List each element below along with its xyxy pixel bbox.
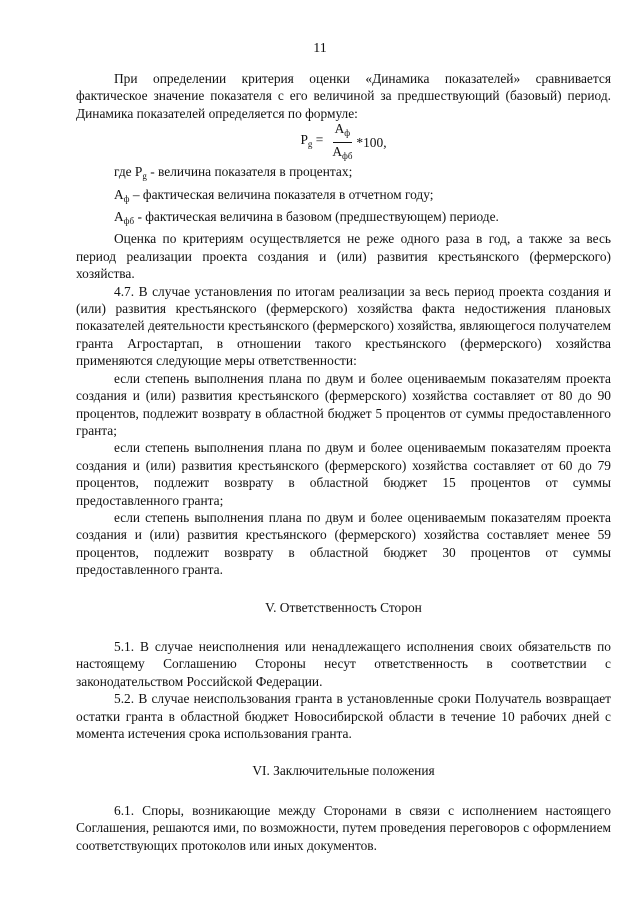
paragraph-dynamics-intro: При определении критерия оценки «Динамика показателей» сравнивается фактическое значение показателя с его величиной за предшествующий (базовый) период. Динамика показателей определяется по формуле: — [76, 71, 611, 121]
formula-numerator: $A_ф$ — [333, 121, 353, 143]
page-number: 11 — [313, 41, 327, 56]
formula-tail: *100, — [356, 134, 387, 150]
formula-lhs: $P_g$ = — [300, 132, 324, 150]
paragraph-4-7: 4.7. В случае установления по итогам реализации за весь период проекта создания и (или) развития крестьянского (фермерского) хозяйства факта недостижения плановых показателей деятельности крестьянского (фермерского) хозяйства, являющегося получателем гранта Агростартап, в отношении такого крестьянского (фермерского) хозяйства применяются следующие меры ответственности: — [76, 283, 611, 369]
paragraph-5-2: 5.2. В случае неиспользования гранта в установленные сроки Получатель возвращает остатки гранта в областной бюджет Новосибирской области в течение 10 рабочих дней с момента истечения срока использования гранта. — [76, 691, 611, 741]
document-body — [76, 70, 611, 854]
section-6-heading: VI. Заключительные положения — [252, 763, 435, 779]
paragraph-frequency: Оценка по критериям осуществляется не реже одного раза в год, а также за весь период реализации проекта создания и (или) развития крестьянского (фермерского) хозяйства. — [76, 231, 611, 282]
paragraph-6-1: 6.1. Споры, возникающие между Сторонами в связи с исполнением настоящего Соглашения, решаются ими, по возможности, путем проведения переговоров с оформлением соответствующих протоколов или иных документов. — [76, 802, 611, 853]
measure-item-2: если степень выполнения плана по двум и более оцениваемым показателям проекта создания и (или) развития крестьянского (фермерского) хозяйства составляет от 60 до 79 процентов, подлежит возврату в областной бюджет 15 процентов от суммы предоставленного гранта; — [76, 440, 611, 508]
formula-denominator: $A_{фб}$ — [332, 143, 353, 161]
formula-fraction — [332, 121, 352, 164]
paragraph-5-1: 5.1. В случае неисполнения или ненадлежащего исполнения своих обязательств по настоящему Соглашению Стороны несут ответственность в соответствии с законодательством Российской Федерации. — [76, 638, 611, 689]
definition-af: $A_ф$ – фактическая величина показателя в отчетном году; — [114, 186, 434, 204]
measure-item-1: если степень выполнения плана по двум и более оцениваемым показателям проекта создания и (или) развития крестьянского (фермерского) хозяйства составляет от 80 до 90 процентов, подлежит возврату в областной бюджет 5 процентов от суммы предоставленного гранта; — [76, 370, 611, 438]
measure-item-3: если степень выполнения плана по двум и более оцениваемым показателям проекта создания и (или) развития крестьянского (фермерского) хозяйства составляет менее 59 процентов, подлежит возврату в областной бюджет 30 процентов от суммы предоставленного гранта. — [76, 509, 611, 578]
definition-afb: $A_{фб}$ - фактическая величина в базовом (предшествующем) периоде. — [114, 209, 499, 227]
definition-pg: где $P_g$ - величина показателя в процентах; — [114, 164, 353, 182]
section-5-heading: V. Ответственность Сторон — [265, 599, 422, 615]
formula-dynamics — [76, 120, 611, 161]
